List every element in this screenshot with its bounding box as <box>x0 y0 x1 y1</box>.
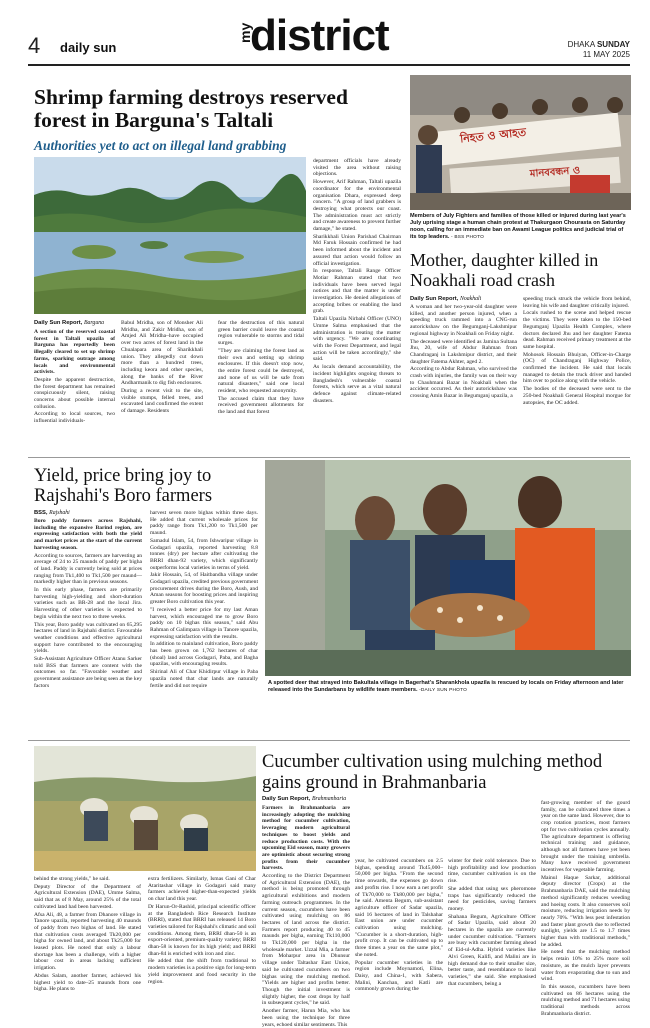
section-title: district <box>250 11 389 60</box>
paragraph: This year, Boro paddy was cultivated on 65,295 hectares of land in Rajshahi district. Favourable weather conditions and effective agricultural support have contributed to the encouraging yields. <box>34 621 142 655</box>
shrimp-photo <box>34 157 306 314</box>
paragraph: Locals rushed to the scene and helped rescue the victims. They were taken to the 150-bed Begumganj Upazila Health Complex, where doctors declared Jhu and her daughter Fatema dead. Rahman received primary treatment at the same hospital. <box>523 310 631 350</box>
boro-cont-col2 <box>148 876 256 985</box>
paragraph: The accused claim that they have received government allotments for the land and that forest <box>218 395 304 416</box>
paragraph: She added that using sex pheromone traps has significantly reduced the need for pesticides, saving farmers money. <box>448 885 536 912</box>
shrimp-byline <box>34 320 134 326</box>
masthead-rule <box>28 64 630 66</box>
mother-col2 <box>523 296 631 452</box>
paragraph: fear the destruction of this natural green barrier could leave the coastal region vulnerable to storms and tidal surges. <box>218 320 304 347</box>
paragraph: Another farmer, Harun Mia, who has been using the technique for three years, echoed similar sentiments. This <box>262 1008 350 1028</box>
paragraph: Jakir Hossain, 54, of Haitbandha village under Godagari upazila, credited previous government procurement drives during the Boro, Aush, and Aman seasons for boosting prices and inspiring greater Boro cultivation this year. <box>150 572 258 606</box>
byline-org: Daily Sun Report, <box>410 296 459 302</box>
cucumber-col2 <box>355 858 443 993</box>
paragraph: He added that the shift from traditional to modern varieties is a positive sign for long-term yield improvement and food security in the region. <box>148 958 256 985</box>
brand-name: daily sun <box>60 40 117 55</box>
boro-byline <box>34 510 114 516</box>
farmers-photo <box>34 746 256 871</box>
deer-caption <box>268 680 632 694</box>
deer-photo <box>265 460 631 676</box>
shrimp-col4 <box>313 158 401 452</box>
mother-byline <box>410 296 530 302</box>
paragraph: Despite the apparent destruction, the forest department has remained conspicuously silent, raising concerns about possible internal collusion. <box>34 376 115 410</box>
paragraph: In this early phase, farmers are primarily harvesting high-yielding and short-duration varieties such as BR-28 and the local Jira. Harvesting of other varieties is expected to begin within the next two to three weeks. <box>34 587 142 620</box>
byline-org: Daily Sun Report, <box>34 320 83 326</box>
paragraph: In this season, cucumbers have been cultivated on 86 hectares using the mulching method and 71 hectares using traditional methods across Brahmanbaria district. <box>541 983 631 1017</box>
byline-place: Barguna <box>83 320 105 326</box>
river-forest-illustration <box>34 157 306 314</box>
paragraph: According to the District Department of Agricultural Extension (DAE), the method is being promoted through agricultural exhibitions and modern farming outreach programmes. In the current season, cucumbers have been cultivated using mulching on 86 hectares of land across the district. Farmers report producing 40 to 45 maunds per bigha, earning Tk110,000 to Tk120,000 per bigha in the wholesale market. Uzzal Mia, a farmer from Moharpur area in Dhunsur village under Taltashar East Union, said he cultivated cucumbers on two bighas using the mulching method. "Yields are higher and profits better. Though the initial investment is slightly higher, the cost drops by half in subsequent cycles," he said. <box>262 873 350 1007</box>
paragraph: harvest seven more bighas within three days. He added that current wholesale prices for paddy range from Tk1,200 to Tk1,500 per maund. <box>150 510 258 537</box>
paragraph: Afsa Ali, 48, a farmer from Dhanore village in Tanore upazila, reported harvesting 40 maunds of paddy from two bighas of land. He stated that cultivation costs averaged Tk20,000 per bigha for owned land, and about Tk25,000 for leased plots. He noted that only a labour shortage has been a challenge, with a higher labour cost in areas lacking sufficient irrigation. <box>34 911 141 972</box>
dateline <box>550 40 630 60</box>
protest-photo <box>410 75 631 210</box>
mother-col1 <box>410 304 517 452</box>
section-my: my <box>237 22 253 43</box>
byline-place: Rajshahi <box>49 510 70 516</box>
paragraph: year, he cultivated cucumbers on 2.5 bighas, spending around Tk45,000–50,000 per bigha. "From the second time onwards, the expenses go down and profits rise. I now earn a net profit of Tk70,000 to Tk80,000 per bigha," he said. Amenta Begum, sub-assistant agriculture officer of Sadar upazila, said 16 hectares of land in Talshahar East union are under cucumber cultivation using mulching. "Cucumber is a short-duration, high-profit crop. It can be cultivated up to three times a year on the same plot," she noted. <box>355 858 443 958</box>
cucumber-col3 <box>448 858 536 987</box>
paragraph: According to local sources, two influential individuals- <box>34 411 115 425</box>
cucumber-headline: Cucumber cultivation using mulching method gains ground in Brahmanbaria <box>262 752 603 793</box>
deer-rescue-illustration <box>265 460 631 676</box>
paragraph: Samadul Islam, 54, from Ishwaripur village in Godagari upazila, reported harvesting 8.8 tonnes (dry) per hectare after cultivating the BRRI dhan-92 variety, which significantly outperforms local varieties in terms of yield. <box>150 537 258 571</box>
paragraph: According to Abdur Rahman, who survived the crash with injuries, the family was on their way to Chauhmani Bazar in Noakhali when the accident occurred. As their autorickshaw was crossing Amin Bazar in Begumganj upazila, a <box>410 366 517 400</box>
section-divider <box>28 457 630 458</box>
photo-credit: -DAILY SUN PHOTO <box>419 688 468 693</box>
field-farmers-illustration <box>34 746 256 871</box>
paragraph: Babul Mridha, son of Monsher Ali Mridha, and Zakir Mridha, son of Amjed Ali Mridha–have occupied over two acres of forest land in the Chualapara area of Sharikkhali union. They allegedly cut down more than a hundred trees, including keora and other species, along the banks of the River Andharmanik to dig fish enclosures. <box>121 320 203 387</box>
shrimp-subhead: Authorities yet to act on illegal land grabbing <box>34 138 287 153</box>
paragraph: Popular cucumber varieties in the region include Moynamoti, Elina, Daisy, and China-1, with Sabera, Malini, Kanchan, and Katli are commonly grown during the <box>355 959 443 993</box>
section-divider <box>28 740 630 741</box>
paragraph: Deputy Director of the Department of Agricultural Extension (DAE), Umme Salma, said that as of 8 May, around 25% of the total cultivated land had been harvested. <box>34 883 141 910</box>
paragraph: In addition to mainland cultivation, Boro paddy has been grown on 1,762 hectares of char (shoal) land across Godagari, Paba, and Bagha upazilas, with encouraging results. <box>150 641 258 668</box>
paragraph: "They are claiming the forest land as their own and setting up shrimp enclosures. If this doesn't stop now, the entire forest could be destroyed, and none of us will be safe from natural disasters," said one local resident, who requested anonymity. <box>218 347 304 395</box>
paragraph: extra fertilizers. Similarly, Ismas Gani of Char Ataritashar village in Godagari said many farmers achieved higher-than-expected yields on char land this year. <box>148 876 256 903</box>
boro-headline: Yield, price bring joy to Rajshahi's Boro farmers <box>34 466 213 506</box>
banner-text-2: মানববন্ধন ও <box>529 165 581 180</box>
boro-col1 <box>34 518 142 736</box>
city: DHAKA <box>567 40 595 49</box>
caption-text: Members of July Fighters and families of those killed or injured during last year's July uprising stage a human chain protest at Thakurgaon Chourasta on Saturday noon, calling for an immediate ban on Awami League politics and judicial trial of its top leaders. <box>410 213 626 240</box>
paragraph: Taltali Upazila Nirbahi Officer (UNO) Umme Salma emphasised that the administration is treating the matter with urgency. "We are coordinating with the Forest Department, and legal action will be taken accordingly," she said. <box>313 316 401 363</box>
mother-headline: Mother, daughter killed in Noakhali road crash <box>410 250 599 290</box>
caption-text: A spotted deer that strayed into Bakultala village in Bagerhat's Sharankhola upazila is rescued by locals on Friday afternoon and later released into the Sundarbans by wildlife team members. <box>268 680 624 693</box>
cucumber-byline <box>262 796 402 802</box>
paragraph: Mainul Haque Sarkar, additional deputy director (Crops) at the Brahmanbaria DAE, said the mulching method significantly reduces weeding and hoeing costs. It also conserves soil moisture, reducing irrigation needs by nearly 70%. "With less pest infestation and faster plant growth due to reflected sunlight, yields are 1.5 to 1.7 times higher than with traditional methods," he added. <box>541 874 630 948</box>
shrimp-col3 <box>218 320 304 452</box>
cucumber-col1 <box>262 805 350 1028</box>
byline-org: BSS, <box>34 510 48 516</box>
paragraph: A woman and her two-year-old daughter were killed, and another person injured, when a speeding truck rammed into a CNG-run autorickshaw on the Begumganj-Lakshmipur regional highway in Noakhali on Friday night. <box>410 304 517 337</box>
banner-text: নিহত ও আহত <box>459 125 527 146</box>
paragraph: The bodies of the deceased were sent to the 250-bed Noakhali General Hospital morgue for autopsies, the OC added. <box>523 386 631 406</box>
paragraph: speeding truck struck the vehicle from behind, leaving his wife and daughter critically injured. <box>523 296 631 309</box>
paragraph: fast-growing member of the gourd family, can be cultivated three times a year on the same land. However, due to crop rotation practices, most farmers opt for two cultivation cycles annually. The agriculture department is offering technical training and guidance, although not all farmers have yet been brought under the training umbrella. Many have received government incentives for vegetable farming. <box>541 800 630 874</box>
paragraph: However, Arif Rahman, Taltali upazila coordinator for the environmental organisation Dhara, expressed deep concern. "A group of land grabbers is destroying what protects our coast. The administration must act strictly and create awareness to prevent further damage," he stated. <box>313 179 401 233</box>
cucumber-col4 <box>541 800 631 1017</box>
paragraph: Shirinal Ali of Char Khidirpur village in Paba upazila noted that char lands are naturally fertile and did not require <box>150 669 258 689</box>
protest-caption <box>410 213 631 241</box>
byline-place: Brahmanbaria <box>311 796 347 802</box>
shrimp-headline: Shrimp farming destroys reserved forest in Barguna's Taltali <box>34 85 348 132</box>
paragraph: Boro paddy farmers across Rajshahi, including the expansive Barind region, are expressing satisfaction with both the yield and market prices at the start of the current harvesting season. <box>34 518 142 551</box>
paragraph: The deceased were identified as Jamina Sultana Jhu, 20, wife of Abdur Rahman from Chandraganj in Lakshmipur district, and their daughter Fatema Akhter, aged 2. <box>410 338 517 365</box>
byline-org: Daily Sun Report, <box>262 796 311 802</box>
paragraph: Abdus Salam, another farmer, achieved his highest yield to date–25 maunds from one bigha. He plans to <box>34 972 141 993</box>
paragraph: Sharikkhali Union Parishad Chairman Md Faruk Hossain confirmed he had been informed about the incident and assured that action would follow an official investigation. <box>313 233 401 267</box>
day: SUNDAY <box>596 40 630 49</box>
paragraph: Mohosok Hossain Bhuiyan, Officer-in-Charge (OC) of Chandraganj Highway Police, confirmed the incident. He said that locals managed to detain the truck driver and handed him over to police along with the vehicle. <box>523 351 631 385</box>
paragraph: A section of the reserved coastal forest in Taltali upazila of Barguna has reportedly been illegally cleared to set up shrimp farms, sparking outrage among locals and environmental activists. <box>34 329 115 376</box>
paragraph: He noted that the mulching method helps retain 10% to 25% more soil moisture, as the mulch layer prevents water from evaporating due to sun and wind. <box>541 949 630 983</box>
photo-credit: - BSS PHOTO <box>451 235 485 240</box>
boro-cont-col1 <box>34 876 141 993</box>
paragraph: department officials have already visited the area without raising objections. <box>313 158 401 178</box>
paragraph: winter for their cold tolerance. Due to high profitability and low production time, cucumber cultivation is on the rise. <box>448 858 536 885</box>
boro-col2 <box>150 510 258 736</box>
shrimp-col1 <box>34 329 115 452</box>
paragraph: Shahana Begum, Agriculture Officer of Sadar Upazila, said about 20 hectares in the upazila are currently under cucumber cultivation. "Farmers are busy with cucumber farming ahead of Eid-ul-Adha. Hybrid varieties like Alvi Green, Kalifi, and Malini are in high demand due to their smaller size, better taste, and resemblance to local varieties," she said. She emphasised that cucumbers, being a <box>448 913 536 987</box>
paragraph: Sub-Assistant Agriculture Officer Atanu Sarker told BSS that farmers are content with the outcomes so far. "Favorable weather and government assistance are being seen as the key factors <box>34 656 142 689</box>
shrimp-col2 <box>121 320 203 452</box>
paragraph: Farmers in Brahmanbaria are increasingly adopting the mulching method for cucumber cultivation, leveraging modern agricultural techniques to boost yields and reduce production costs. With the upcoming Eid season, many growers are optimistic about securing strong profits from their cucumber harvests. <box>262 805 350 872</box>
paragraph: "I received a better price for my last Aman harvest, which encouraged me to grow Boro paddy on 10 bighas this season," said Abu Rahman of Galimpara village in Tanore upazila, expressing satisfaction with the results. <box>150 606 258 640</box>
paragraph: As locals demand accountability, the incident highlights ongoing threats to Bangladesh's vulnerable coastal forests, which serve as a vital natural defence against climate-related disasters. <box>313 364 401 404</box>
paragraph: According to sources, farmers are harvesting an average of 24 to 25 maunds of paddy per bigha of land. Paddy is currently being sold at prices ranging from Tk1,400 to Tk1,500 per maund—markedly higher than in previous seasons. <box>34 552 142 586</box>
byline-place: Noakhali <box>459 296 482 302</box>
paragraph: In response, Taltali Range Officer Motiar Rahman stated that two individuals have been served legal notices and that the matter is under investigation. He denied allegations of accepting bribes or enabling the land grab. <box>313 268 401 315</box>
page-number: 4 <box>28 33 41 58</box>
masthead <box>0 0 650 70</box>
paragraph: behind the strong yields," he said. <box>34 876 110 882</box>
paragraph: Dr Harun-Or-Rashid, principal scientific officer at the Bangladesh Rice Research Institute (BRRI), stated that BRRI has released 14 Boro varieties tailored for Rajshahi's climatic and soil conditions. Among them, BRRI dhan-50 is an export-oriented, premium-quality variety; BRRI dhan-58 is known for its high yield; and BRRI dhan-84 is enriched with iron and zinc. <box>148 903 256 957</box>
paragraph: During a recent visit to the site, visible stumps, felled trees, and excavated land confirmed the extent of damage. Residents <box>121 388 203 415</box>
date: 11 MAY 2025 <box>582 50 630 59</box>
